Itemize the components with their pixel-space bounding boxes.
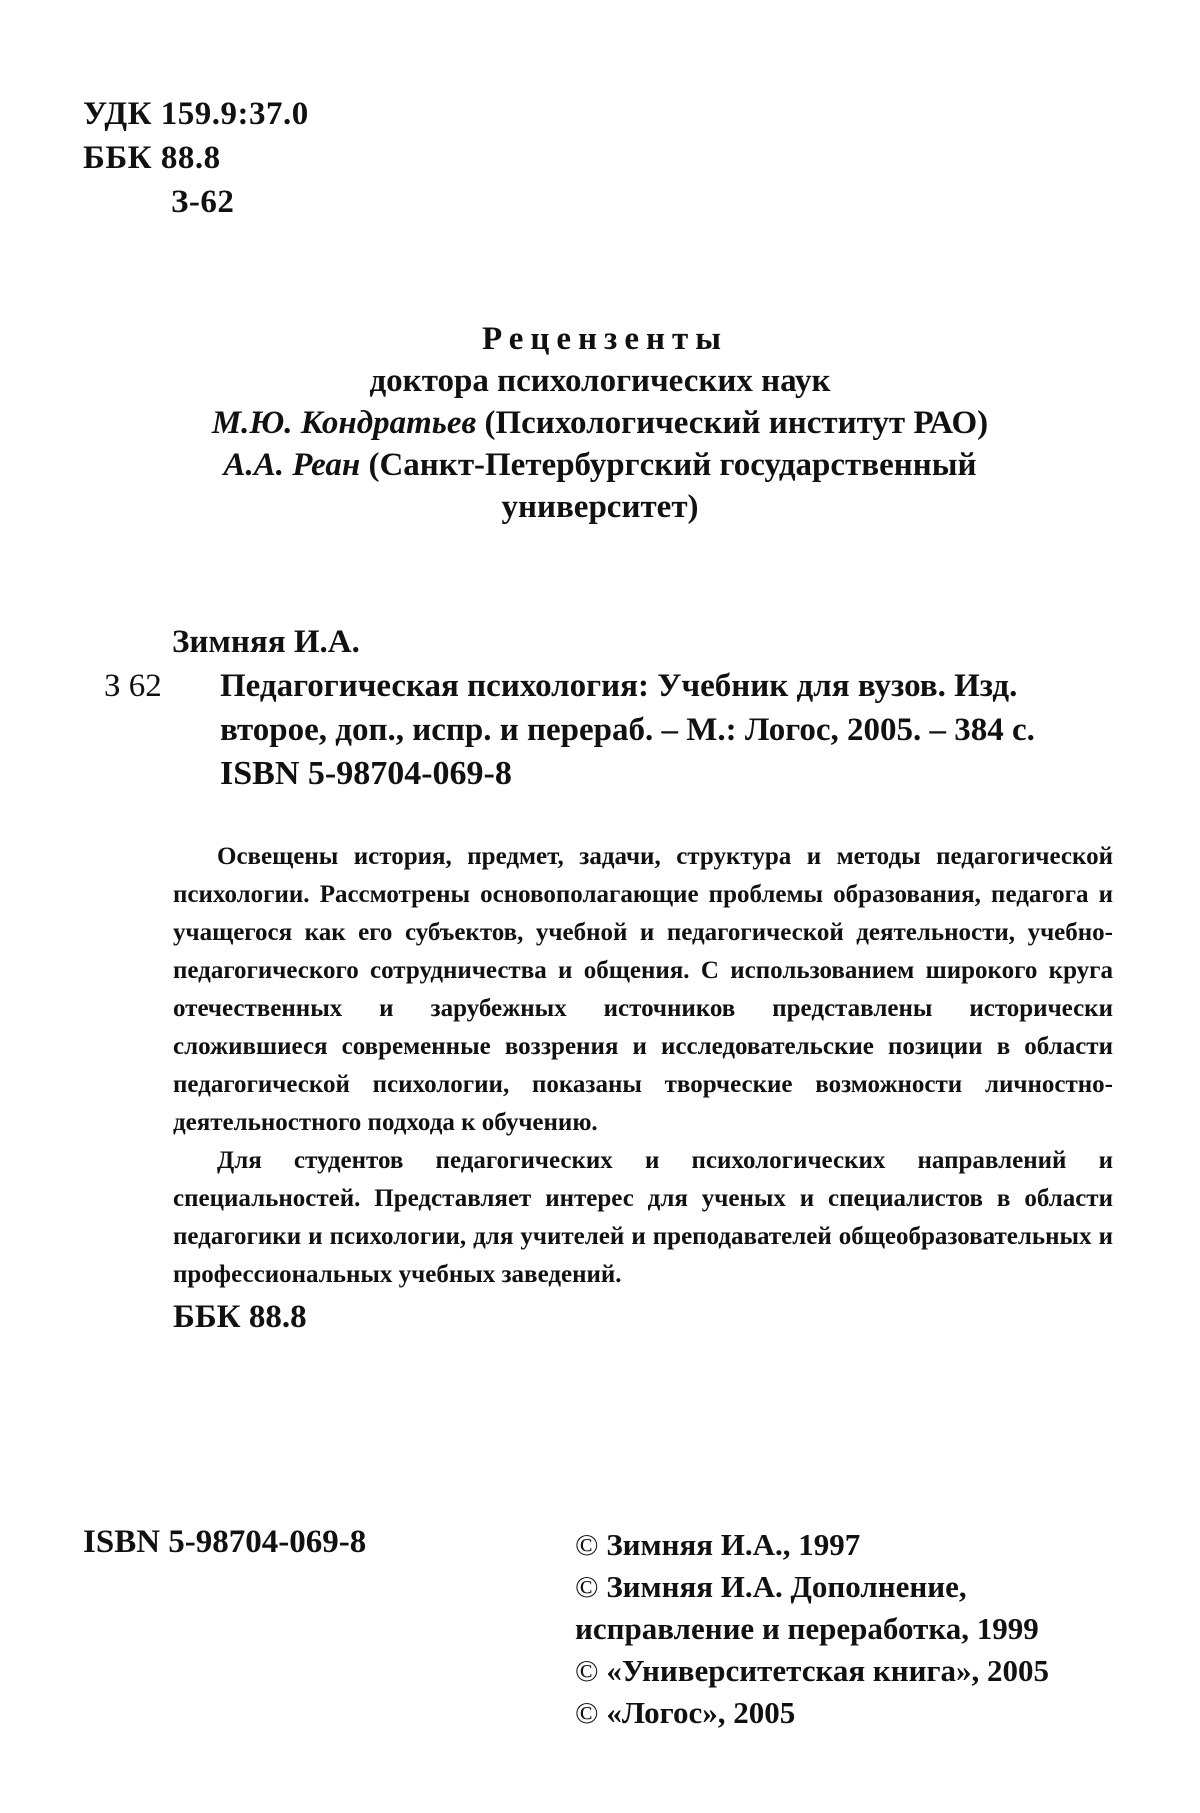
copyright-line-3 — [575, 1650, 1049, 1692]
copyright-icon: © — [575, 1695, 599, 1730]
reviewer-2 — [120, 444, 1080, 486]
copyright-text-4: «Логос», 2005 — [606, 1695, 796, 1730]
footer-isbn: ISBN 5-98704-069-8 — [83, 1524, 367, 1560]
book-author: Зимняя И.А. — [172, 624, 360, 660]
annotation-bbk: ББК 88.8 — [173, 1299, 307, 1335]
annotation — [173, 838, 1113, 1336]
copyright-block — [575, 1524, 1049, 1734]
copyright-text-1: Зимняя И.А., 1997 — [606, 1527, 861, 1562]
biblio-title-line: Педагогическая психология: Учебник для вузов. Изд. — [220, 668, 1018, 704]
reviewers-degree: доктора психологических наук — [369, 363, 831, 399]
copyright-line-4 — [575, 1692, 1049, 1734]
biblio-isbn: ISBN 5-98704-069-8 — [220, 755, 512, 792]
copyright-icon: © — [575, 1653, 599, 1688]
reviewer-1-affiliation: (Психологический институт РАО) — [484, 405, 989, 441]
author-mark: З-62 — [171, 184, 235, 220]
copyright-line-2-cont: исправление и переработка, 1999 — [575, 1611, 1039, 1646]
reviewer-1 — [120, 402, 1080, 444]
reviewer-1-name: М.Ю. Кондратьев — [211, 405, 477, 441]
bbk-code: ББК 88.8 — [83, 140, 221, 176]
copyright-text-3: «Университетская книга», 2005 — [606, 1653, 1050, 1688]
copyright-icon: © — [575, 1527, 599, 1562]
copyright-text-2: Зимняя И.А. Дополнение, — [606, 1569, 967, 1604]
reviewer-2-name: А.А. Реан — [223, 447, 361, 483]
copyright-icon: © — [575, 1569, 599, 1604]
bibliographic-record — [100, 620, 1120, 796]
reviewer-2-affiliation: (Санкт-Петербургский государственный — [368, 447, 977, 483]
reviewers-block — [120, 318, 1080, 528]
biblio-line-1 — [100, 664, 1120, 708]
library-codes — [83, 92, 309, 224]
copyright-line-2 — [575, 1566, 1049, 1608]
reviewer-2-affiliation-cont: университет) — [501, 489, 699, 525]
udk-code: УДК 159.9:37.0 — [83, 96, 309, 132]
annotation-paragraph-2: Для студентов педагогических и психологических направлений и специальностей. Представляет интерес для ученых и специалистов в области педагогики и психологии, для учителей и преподавателей общеобразовательных и профессиональных учебных заведений. — [173, 1147, 1113, 1288]
classification-code: З 62 — [104, 668, 162, 704]
annotation-paragraph-1: Освещены история, предмет, задачи, структура и методы педагогической психологии. Рассмотрены основополагающие проблемы образования, педагога и учащегося как его субъектов, учебной и педагогической деятельности, учебно-педагогического сотрудничества и общения. С использованием широкого круга отечественных и зарубежных источников представлены исторически сложившиеся современные воззрения и исследовательские позиции в области педагогической психологии, показаны творческие возможности личностно-деятельностного подхода к обучению. — [173, 843, 1113, 1136]
biblio-line-2: второе, доп., испр. и перераб. – М.: Логос, 2005. – 384 с. — [220, 712, 1035, 748]
copyright-line-1 — [575, 1524, 1049, 1566]
reviewers-heading: Рецензенты — [482, 321, 728, 357]
